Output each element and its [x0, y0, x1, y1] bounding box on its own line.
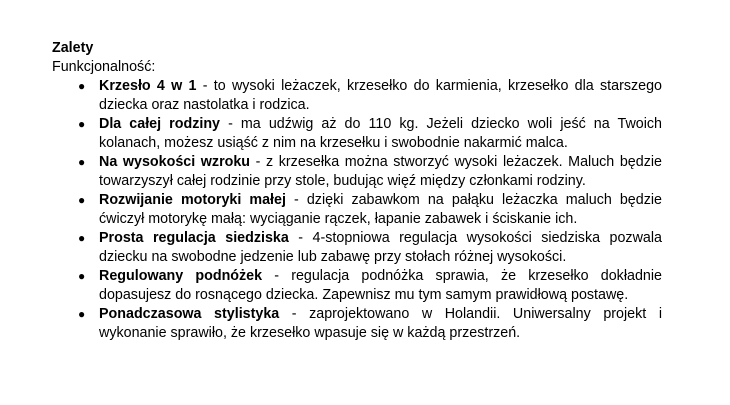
feature-title: Rozwijanie motoryki małej	[99, 192, 286, 208]
feature-title: Ponadczasowa stylistyka	[99, 306, 280, 322]
bullet-icon: ●	[78, 79, 86, 93]
bullet-icon: ●	[78, 269, 86, 283]
list-item	[52, 191, 662, 229]
list-item	[52, 229, 662, 267]
feature-text: - zaprojektowano w Holandii. Uniwersalny projekt i wykonanie sprawiło, że krzesełko wpasuje się w każdą przestrzeń.	[99, 306, 662, 341]
section-heading: Zalety	[52, 40, 94, 56]
feature-text: - to wysoki leżaczek, krzesełko do karmienia, krzesełko dla starszego dziecka oraz nastolatka i rodzica.	[99, 78, 662, 113]
feature-title: Regulowany podnóżek	[99, 268, 263, 284]
feature-title: Prosta regulacja siedziska	[99, 230, 289, 246]
bullet-icon: ●	[78, 155, 86, 169]
feature-text: - z krzesełka można stworzyć wysoki leżaczek. Maluch będzie towarzyszył całej rodzinie przy stole, budując więź między członkami rodziny.	[99, 154, 662, 189]
list-item	[52, 77, 662, 115]
feature-title: Na wysokości wzroku	[99, 154, 251, 170]
feature-text: - ma udźwig aż do 110 kg. Jeżeli dziecko woli jeść na Twoich kolanach, możesz usiąść z nim na krzesełku i swobodnie nakarmić malca.	[99, 116, 663, 151]
feature-text: - 4-stopniowa regulacja wysokości siedziska pozwala dziecku na swobodne jedzenie lub zabawę przy stołach różnej wysokości.	[99, 230, 662, 265]
feature-text: - dzięki zabawkom na pałąku leżaczka maluch będzie ćwiczył motorykę małą: wyciąganie rączek, łapanie zabawek i ściskanie ich.	[99, 192, 662, 227]
list-item	[52, 305, 662, 343]
feature-title: Dla całej rodziny	[99, 116, 221, 132]
bullet-icon: ●	[78, 307, 86, 321]
list-item	[52, 153, 662, 191]
bullet-icon: ●	[78, 193, 86, 207]
list-item	[52, 267, 662, 305]
bullet-icon: ●	[78, 117, 86, 131]
bullet-icon: ●	[78, 231, 86, 245]
section-subheading: Funkcjonalność:	[52, 59, 156, 75]
list-item	[52, 115, 662, 153]
document-body	[52, 39, 662, 343]
features-list	[52, 77, 662, 343]
feature-text: - regulacja podnóżka sprawia, że krzesełko dokładnie dopasujesz do rosnącego dziecka. Zapewnisz mu tym samym prawidłową postawę.	[99, 268, 662, 303]
feature-title: Krzesło 4 w 1	[99, 78, 197, 94]
